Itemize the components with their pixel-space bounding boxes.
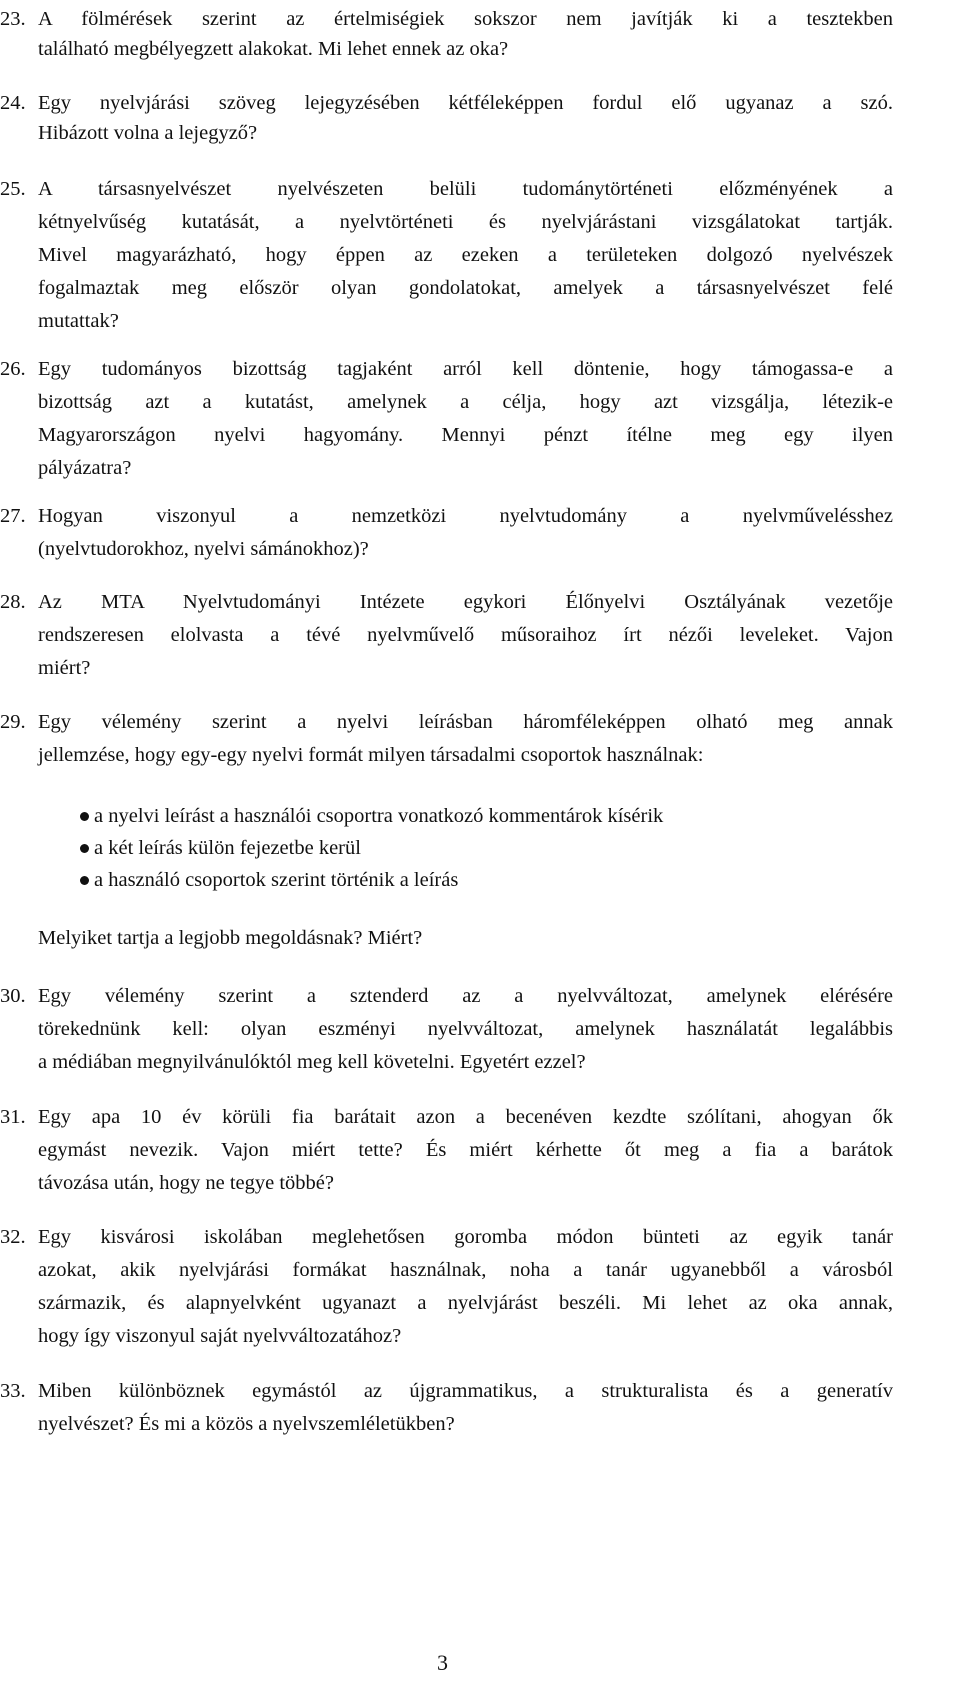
question-number: 32.: [0, 1226, 26, 1248]
question-text-line: miért?: [38, 657, 91, 679]
question-number: 25.: [0, 178, 26, 200]
question-text-line: Egy tudományos bizottság tagjaként arról kell döntenie, hogy támogassa-e a: [38, 358, 893, 380]
question-number: 23.: [0, 8, 26, 30]
question-text-line: fogalmaztak meg először olyan gondolatokat, amelyek a társasnyelvészet felé: [38, 277, 893, 299]
bullet-icon: [80, 844, 89, 853]
question-text-line: Miben különböznek egymástól az újgrammatikus, a strukturalista és a generatív: [38, 1380, 893, 1402]
question-text-line: Magyarországon nyelvi hagyomány. Mennyi pénzt ítélne meg egy ilyen: [38, 424, 893, 446]
question-text-line: Mivel magyarázható, hogy éppen az ezeken a területeken dolgozó nyelvészek: [38, 244, 893, 266]
question-number: 26.: [0, 358, 26, 380]
bullet-item: a két leírás külön fejezetbe kerül: [94, 837, 361, 859]
question-text-line: mutattak?: [38, 310, 119, 332]
question-number: 31.: [0, 1106, 26, 1128]
question-text-line: jellemzése, hogy egy-egy nyelvi formát milyen társadalmi csoportok használnak:: [38, 744, 704, 766]
bullet-icon: [80, 876, 89, 885]
question-text-line: rendszeresen elolvasta a tévé nyelvművelő műsoraihoz írt nézői leveleket. Vajon: [38, 624, 893, 646]
question-text-line: Egy vélemény szerint a nyelvi leírásban háromféleképpen olható meg annak: [38, 711, 893, 733]
question-text-line: Hogyan viszonyul a nemzetközi nyelvtudomány a nyelvművelésshez: [38, 505, 893, 527]
question-text-line: Egy kisvárosi iskolában meglehetősen goromba módon bünteti az egyik tanár: [38, 1226, 893, 1248]
question-text-line: kétnyelvűség kutatását, a nyelvtörténeti és nyelvjárástani vizsgálatokat tartják.: [38, 211, 893, 233]
question-text-line: A társasnyelvészet nyelvészeten belüli tudománytörténeti előzményének a: [38, 178, 893, 200]
bullet-item: a nyelvi leírást a használói csoportra vonatkozó kommentárok kísérik: [94, 805, 664, 827]
question-text-line: Hibázott volna a lejegyző?: [38, 122, 258, 144]
page-number: 3: [437, 1650, 448, 1675]
question-number: 27.: [0, 505, 26, 527]
question-number: 30.: [0, 985, 26, 1007]
question-text-line: távozása után, hogy ne tegye többé?: [38, 1172, 334, 1194]
question-followup: Melyiket tartja a legjobb megoldásnak? Miért?: [38, 927, 423, 949]
question-text-line: pályázatra?: [38, 457, 132, 479]
question-text-line: található megbélyegzett alakokat. Mi lehet ennek az oka?: [38, 38, 509, 60]
question-text-line: A fölmérések szerint az értelmiségiek sokszor nem javítják ki a tesztekben: [38, 8, 893, 30]
bullet-icon: [80, 812, 89, 821]
question-text-line: azokat, akik nyelvjárási formákat használnak, noha a tanár ugyanebből a városból: [38, 1259, 893, 1281]
question-text-line: hogy így viszonyul saját nyelvváltozatához?: [38, 1325, 402, 1347]
question-text-line: egymást nevezik. Vajon miért tette? És miért kérhette őt meg a fia a barátok: [38, 1139, 893, 1161]
question-text-line: törekednünk kell: olyan eszményi nyelvváltozat, amelynek használatát legalábbis: [38, 1018, 893, 1040]
question-text-line: Egy vélemény szerint a sztenderd az a nyelvváltozat, amelynek elérésére: [38, 985, 893, 1007]
question-number: 24.: [0, 92, 26, 114]
question-number: 33.: [0, 1380, 26, 1402]
bullet-item: a használó csoportok szerint történik a leírás: [94, 869, 459, 891]
question-text-line: nyelvészet? És mi a közös a nyelvszemléletükben?: [38, 1413, 455, 1435]
question-number: 28.: [0, 591, 26, 613]
question-text-line: Egy apa 10 év körüli fia barátait azon a becenéven kezdte szólítani, ahogyan ők: [38, 1106, 893, 1128]
question-text-line: Egy nyelvjárási szöveg lejegyzésében kétféleképpen fordul elő ugyanaz a szó.: [38, 92, 893, 114]
question-text-line: a médiában megnyilvánulóktól meg kell követelni. Egyetért ezzel?: [38, 1051, 586, 1073]
question-number: 29.: [0, 711, 26, 733]
question-text-line: bizottság azt a kutatást, amelynek a célja, hogy azt vizsgálja, létezik-e: [38, 391, 893, 413]
question-text-line: származik, és alapnyelvként ugyanazt a nyelvjárást beszéli. Mi lehet az oka annak,: [38, 1292, 893, 1314]
question-text-line: Az MTA Nyelvtudományi Intézete egykori Élőnyelvi Osztályának vezetője: [38, 591, 893, 613]
question-text-line: (nyelvtudorokhoz, nyelvi sámánokhoz)?: [38, 538, 369, 560]
